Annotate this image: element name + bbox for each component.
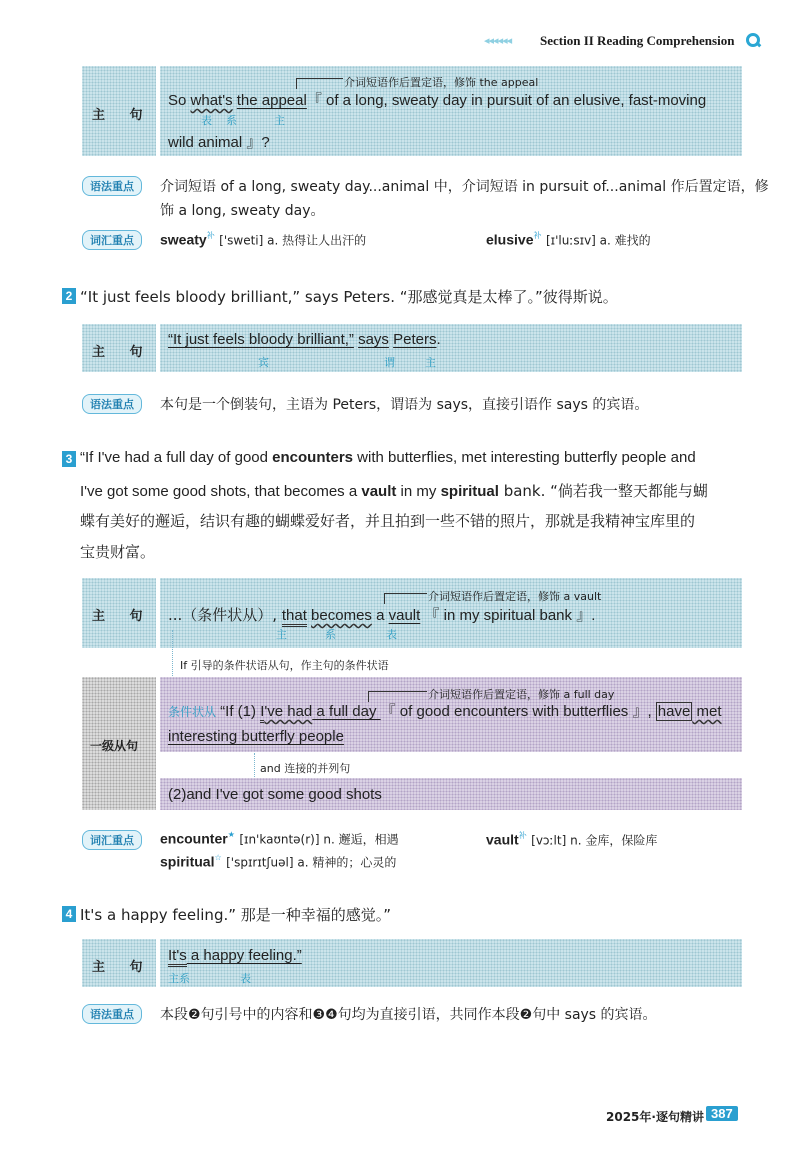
vocab-def: [vɔːlt] n. 金库，保险库 xyxy=(531,833,658,848)
keyword-encounters: encounters xyxy=(272,449,354,466)
block3-label-sub: 一级从句 xyxy=(90,739,139,753)
para3-line4: 宝贵财富。 xyxy=(80,543,156,561)
vocab-mark: 补 xyxy=(518,831,527,840)
block1-label: 主 句 xyxy=(92,108,153,123)
header-title: Section II Reading Comprehension xyxy=(540,33,735,48)
block3-sub-have: have xyxy=(657,703,691,720)
search-icon xyxy=(746,33,760,47)
vocab-tag: 词汇重点 xyxy=(82,230,142,250)
para4-text: It's a happy feeling.” 那是一种幸福的感觉。” xyxy=(80,906,392,924)
grammar4-text: 本段❷句引号中的内容和❸❹句均为直接引语，共同作本段❷句中 says 的宾语。 xyxy=(160,1007,657,1023)
block1-appeal: the appeal xyxy=(236,92,307,109)
para3-line3: 蝶有美好的邂逅，结识有趣的蝴蝶爱好者，并且拍到一些不错的照片，那就是我精神宝库里的 xyxy=(80,512,696,530)
block1-so: So xyxy=(168,92,191,109)
block3-main-sentence: ...（条件状从）, that becomes a vault 『 in my spiritual bank 』. xyxy=(168,604,595,625)
grammar-tag: 语法重点 xyxy=(82,1004,142,1024)
grammar2-text: 本句是一个倒装句，主语为 Peters，谓语为 says，直接引语作 says 的宾语。 xyxy=(160,397,649,413)
vocab-word: elusive xyxy=(486,231,534,248)
block2-role-wei: 谓 xyxy=(384,356,395,369)
block1-role-xi: 系 xyxy=(226,114,237,127)
block2-peters: Peters xyxy=(393,331,437,348)
block3-sub-fullday: a full day xyxy=(312,703,381,720)
paragraph-number: 4 xyxy=(62,906,76,922)
vocab-mark: ★ xyxy=(227,830,235,839)
vocab3-entry-encounter xyxy=(160,830,399,848)
vocab-mark: 补 xyxy=(206,231,215,240)
vocab-def: ['spɪrɪtʃuəl] a. 精神的；心灵的 xyxy=(226,855,397,870)
block3-role-biao: 表 xyxy=(386,628,397,641)
vocab-word: sweaty xyxy=(160,231,207,248)
vocab-word: encounter xyxy=(160,830,228,847)
block3-sub-annotation: 介词短语作后置定语，修饰 a full day xyxy=(428,688,615,701)
keyword-vault: vault xyxy=(361,483,397,500)
block4-role-biao: 表 xyxy=(240,972,251,985)
grammar-tag: 语法重点 xyxy=(82,394,142,414)
block3-vault: vault xyxy=(388,607,421,624)
block2-quote: “It just feels bloody brilliant,” xyxy=(168,331,354,348)
block1-sentence-line2: wild animal 』? xyxy=(168,134,270,151)
block1-role-zhu: 主 xyxy=(274,114,285,127)
vocab3-entry-spiritual xyxy=(160,853,396,871)
vocab-mark: 补 xyxy=(533,231,542,240)
block2-role-bin: 宾 xyxy=(258,356,269,369)
block2-says: says xyxy=(358,331,389,348)
block1-what: what's xyxy=(190,92,233,109)
block3-that: that xyxy=(282,607,307,627)
footer-book: 2025年·逐句精讲 xyxy=(606,1110,704,1124)
block3-if-connector xyxy=(172,630,174,676)
vocab1-entry-sweaty xyxy=(160,230,366,249)
block3-sub-line2: interesting butterfly people xyxy=(168,728,344,745)
block3-sub-tag: 条件状从 xyxy=(168,705,217,719)
block3-sub-I: I xyxy=(260,703,264,723)
vocab-def: [ɪ'luːsɪv] a. 难找的 xyxy=(545,233,651,248)
vocab-word: spiritual xyxy=(160,853,215,870)
paragraph-number: 2 xyxy=(62,288,76,304)
block3-label-main: 主 句 xyxy=(92,609,153,624)
block1-annotation: 介词短语作后置定语，修饰 the appeal xyxy=(344,76,539,89)
block3-role-xi: 系 xyxy=(325,628,336,641)
para2-text: “It just feels bloody brilliant,” says Peters. “那感觉真是太棒了。”彼得斯说。 xyxy=(80,288,618,306)
block1-role-biao: 表 xyxy=(201,114,212,127)
block2-sentence xyxy=(168,331,441,348)
block3-if-note: If 引导的条件状语从句，作主句的条件状语 xyxy=(180,659,389,672)
page-number: 387 xyxy=(706,1106,738,1121)
block4-sentence xyxy=(168,947,302,964)
block1-rest: 『 of a long, sweaty day in pursuit of an elusive, fast-moving xyxy=(306,92,707,109)
block3-and-note: and 连接的并列句 xyxy=(260,762,351,775)
grammar1-line2: 饰 a long, sweaty day。 xyxy=(160,203,325,219)
block3-and-connector xyxy=(254,753,256,779)
grammar-tag: 语法重点 xyxy=(82,176,142,196)
block2-dot: . xyxy=(436,331,441,348)
grammar1-line1: 介词短语 of a long, sweaty day...animal 中，介词短语 in pursuit of...animal 作后置定语，修 xyxy=(160,179,769,195)
block3-becomes: becomes xyxy=(311,607,372,624)
block4-role-zhu: 主系 xyxy=(168,972,190,985)
block3-sub-line1: 条件状从 “If (1) I've had a full day 『 of good encounters with butterflies 』, have met xyxy=(168,700,722,721)
vocab-tag: 词汇重点 xyxy=(82,830,142,850)
block3-sub-vehad: 've had xyxy=(264,703,313,720)
vocab1-entry-elusive xyxy=(486,230,651,249)
vocab-word: vault xyxy=(486,831,519,848)
block3-sub-line3: (2)and I've got some good shots xyxy=(168,786,382,803)
block3-annotation-arrow xyxy=(384,593,427,604)
block3-role-zhu: 主 xyxy=(276,628,287,641)
block3-sub-met: met xyxy=(692,703,722,720)
keyword-spiritual: spiritual xyxy=(440,483,499,500)
para3-line1: “If I've had a full day of good encounters with butterflies, met interesting butterfly people and xyxy=(80,449,696,466)
block2-label: 主 句 xyxy=(92,345,153,360)
block3-main-annotation: 介词短语作后置定语，修饰 a vault xyxy=(428,590,602,603)
block4-rest: a happy feeling.” xyxy=(186,947,302,964)
block1-annotation-arrow xyxy=(296,78,343,89)
block4-label: 主 句 xyxy=(92,960,153,975)
header-arrows: ◂◂◂◂◂◂ xyxy=(484,35,512,47)
para3-line2: I've got some good shots, that becomes a vault in my spiritual bank. “倘若我一整天都能与蝴 xyxy=(80,482,708,500)
paragraph-number: 3 xyxy=(62,451,76,467)
block4-its: It's xyxy=(168,947,187,967)
vocab-def: [ɪn'kaʊntə(r)] n. 邂逅，相遇 xyxy=(239,832,399,847)
vocab3-entry-vault xyxy=(486,830,657,849)
vocab-mark: ☆ xyxy=(214,853,222,862)
block2-role-zhu: 主 xyxy=(425,356,436,369)
vocab-def: ['sweti] a. 热得让人出汗的 xyxy=(219,233,367,248)
block1-sentence-line1 xyxy=(168,89,706,110)
